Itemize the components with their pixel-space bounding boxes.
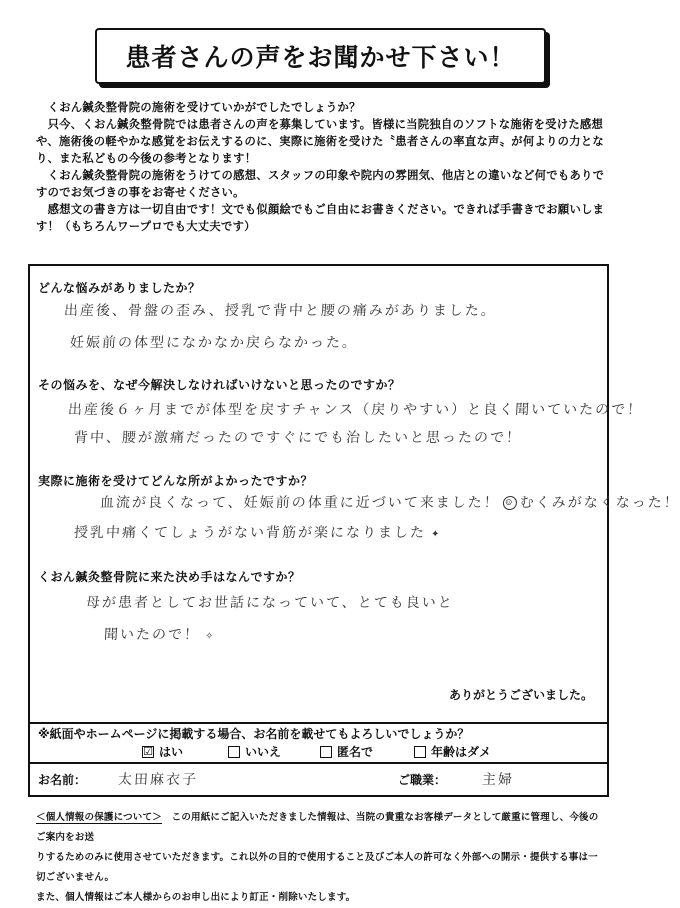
answer-3-text-c: 授乳中痛くてしょうがない背筋が楽になりました <box>73 525 427 541</box>
intro-line: くおん鍼灸整骨院の施術をうけての感想、スタッフの印象や院内の雰囲気、他店との違いなど何でもありですのでお気づきの事をお寄せください。 <box>36 169 605 199</box>
question-4: くおん鍼灸整骨院に来た決め手はなんですか？ <box>38 570 301 584</box>
answer-4-text: 聞いたので！ <box>103 627 201 643</box>
title-box <box>95 28 546 84</box>
intro-text <box>36 99 608 235</box>
answer-4-line-2 <box>103 624 216 644</box>
occupation-label: ご職業： <box>398 773 447 787</box>
answer-2-line-2: 背中、腰が激痛だったのですぐにでも治したいと思ったので！ <box>73 430 523 446</box>
checkbox[interactable] <box>228 746 240 758</box>
option-yes[interactable] <box>142 743 183 760</box>
thanks-text: ありがとうございました。 <box>448 688 593 702</box>
answer-3-text-b: むくみがなくなった！ <box>519 495 680 511</box>
footer-text: この用紙にご記入いただきました情報は、当院の貴重なお客様データとして厳重に管理し、今後のご案内をお送 <box>36 812 599 843</box>
page-title: 患者さんの声をお聞かせ下さい！ <box>125 43 516 72</box>
consent-question: ※紙面やホームページに掲載する場合、お名前を載せてもよろしいでしょうか？ <box>38 727 470 741</box>
question-1: どんな悩みがありましたか？ <box>38 281 201 295</box>
footer-line <box>36 808 606 848</box>
option-label: 匿名で <box>337 745 374 759</box>
privacy-footer <box>36 808 606 908</box>
answer-1-line-2: 妊娠前の体型になかなか戻らなかった。 <box>69 335 359 351</box>
option-anonymous[interactable] <box>320 743 373 760</box>
option-label: いいえ <box>245 745 282 759</box>
footer-line: また、個人情報はご本人様からのお申し出により訂正・削除いたします。 <box>36 892 356 903</box>
intro-line: 感想文の書き方は一切自由です！文でも似顔絵でもご自由にお書きください。できれば手書きでお願いします！（もちろんワープロでも大丈夫です） <box>36 203 605 233</box>
name-value[interactable]: 太田麻衣子 <box>117 772 199 788</box>
intro-line: くおん鍼灸整骨院の施術を受けていかがでしたでしょうか？ <box>36 101 361 114</box>
questionnaire-box <box>28 264 680 724</box>
answer-3-line-1 <box>99 492 680 512</box>
occupation-value[interactable]: 主婦 <box>481 772 515 788</box>
checkbox[interactable] <box>320 746 332 758</box>
sparkle-icon: ✦ <box>425 529 442 540</box>
question-2: その悩みを、なぜ今解決しなければいけないと思ったのですか？ <box>38 378 401 392</box>
smile-icon: ☺ <box>502 496 517 510</box>
name-label: お名前： <box>38 773 87 787</box>
answer-1-line-1: 出産後、骨盤の歪み、授乳で背中と腰の痛みがありました。 <box>63 303 498 319</box>
answer-3-text: 血流が良くなって、妊娠前の体重に近づいて来ました！ <box>99 495 501 511</box>
option-label: 年齢はダメ <box>431 745 492 759</box>
checkbox-checked[interactable]: ☑ <box>143 744 153 758</box>
name-row <box>28 762 609 797</box>
intro-line: 只今、くおん鍼灸整骨院では患者さんの声を募集しています。皆様に当院独自のソフトな施術を受けた感想や、施術後の軽やかな感覚をお伝えするのに、実際に施術を受けた〝患者さんの率直な声〟が何よりの力となり、また私どもの今後の参考となります！ <box>36 118 605 165</box>
answer-2-line-1: 出産後６ヶ月までが体型を戻すチャンス（戻りやすい）と良く聞いていたので！ <box>67 402 644 418</box>
option-no-age[interactable] <box>414 743 491 760</box>
consent-box <box>28 722 609 764</box>
answer-4-line-1: 母が患者としてお世話になっていて、とても良いと <box>85 595 455 611</box>
answer-3-line-2 <box>73 522 442 542</box>
option-label: はい <box>159 745 184 759</box>
question-3: 実際に施術を受けてどんな所がよかったですか？ <box>38 474 314 488</box>
checkbox[interactable] <box>414 746 426 758</box>
footer-line: りするためのみに使用させていただきます。これ以外の目的で使用すること及びご本人の許可なく外部への開示・提供する事は一切ございません。 <box>36 852 598 883</box>
option-no[interactable] <box>228 743 281 760</box>
privacy-label: ＜個人情報の保護について＞ <box>36 812 162 823</box>
sparkle-icon: ✧ <box>199 631 216 642</box>
